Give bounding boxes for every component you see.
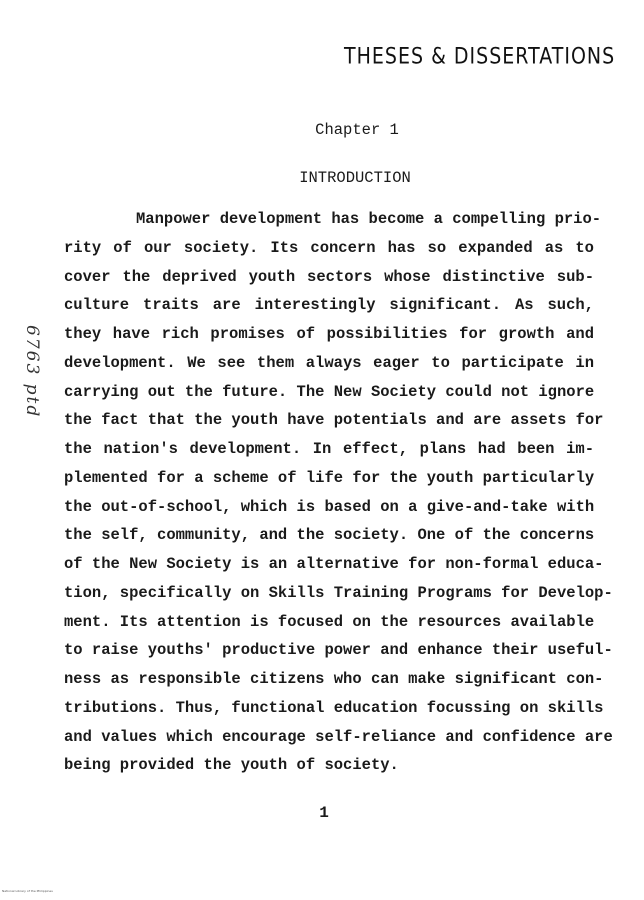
paragraph-line: plemented for a scheme of life for the youth particularly — [64, 468, 595, 487]
paragraph-line: rity of our society. Its concern has so expanded as to — [64, 238, 594, 257]
paragraph-line: the self, community, and the society. One of the concerns — [64, 526, 595, 545]
paragraph-line: cover the deprived youth sectors whose distinctive sub- — [64, 267, 594, 286]
footer-note: National Library of the Philippines — [2, 889, 53, 893]
paragraph-line: Manpower development has become a compelling prio- — [136, 210, 602, 228]
paragraph-line: of the New Society is an alternative for non-formal educa- — [64, 555, 604, 573]
handwritten-margin-note: 6763 ptd — [22, 325, 42, 419]
paragraph-line: ment. Its attention is focused on the resources available — [64, 612, 595, 631]
paragraph-line: development. We see them always eager to participate in — [64, 353, 594, 372]
page-number: 1 — [319, 804, 329, 822]
theses-dissertations-stamp: THESES & DISSERTATIONS — [344, 44, 616, 70]
paragraph-line: tributions. Thus, functional education focussing on skills — [64, 698, 604, 717]
paragraph-line: the fact that the youth have potentials and are assets for — [64, 411, 604, 430]
paragraph-line: the nation's development. In effect, plans had been im- — [64, 440, 594, 458]
paragraph-line: to raise youths' productive power and enhance their useful- — [64, 641, 613, 660]
paragraph-line: ness as responsible citizens who can make significant con- — [64, 670, 604, 688]
section-heading: INTRODUCTION — [299, 169, 411, 187]
paragraph-line: carrying out the future. The New Society could not ignore — [64, 382, 595, 401]
chapter-label: Chapter 1 — [315, 121, 399, 139]
paragraph-line: being provided the youth of society. — [64, 756, 399, 775]
body-paragraph — [64, 205, 613, 780]
paragraph-line: culture traits are interestingly significant. As such, — [64, 296, 594, 315]
paragraph-line: they have rich promises of possibilities for growth and — [64, 325, 594, 343]
paragraph-line: and values which encourage self-reliance and confidence are — [64, 727, 613, 746]
paragraph-line: the out-of-school, which is based on a give-and-take with — [64, 497, 595, 516]
paragraph-line: tion, specifically on Skills Training Programs for Develop- — [64, 583, 613, 602]
